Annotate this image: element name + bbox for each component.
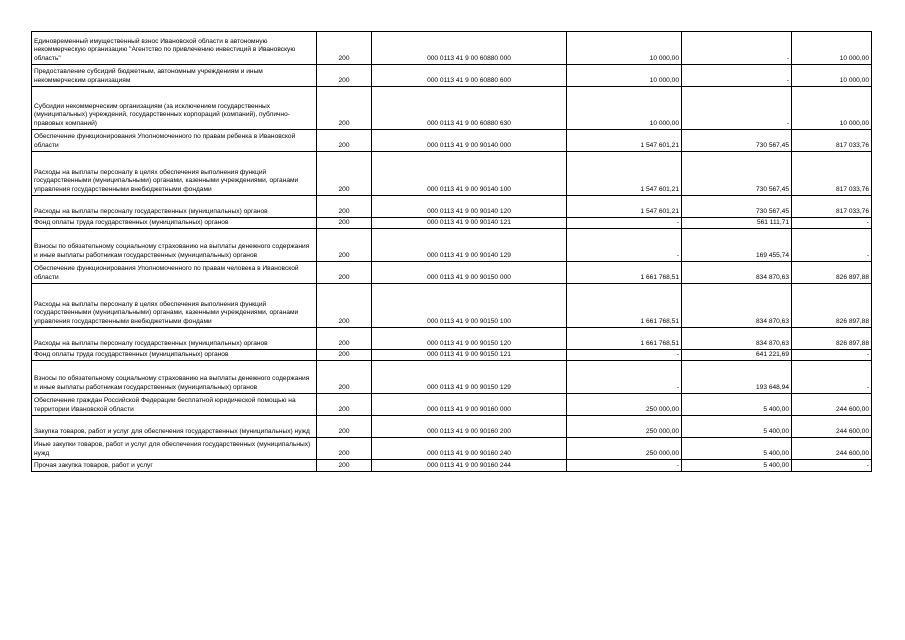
row-executed-amount: 5 400,00: [682, 416, 792, 438]
row-line-code: 200: [317, 460, 372, 472]
table-row: [32, 87, 872, 130]
row-line-code: 200: [317, 328, 372, 350]
row-remaining-amount: -: [792, 460, 872, 472]
table-row: [32, 65, 872, 87]
row-remaining-amount: 244 600,00: [792, 394, 872, 416]
row-approved-amount: 250 000,00: [567, 416, 682, 438]
table-row: [32, 32, 872, 65]
row-executed-amount: 561 111,71: [682, 218, 792, 229]
row-remaining-amount: -: [792, 361, 872, 394]
row-remaining-amount: 826 897,88: [792, 262, 872, 284]
row-line-code: 200: [317, 152, 372, 196]
row-budget-code: 000 0113 41 9 00 90140 121: [372, 218, 567, 229]
row-remaining-amount: 10 000,00: [792, 32, 872, 65]
row-executed-amount: -: [682, 32, 792, 65]
row-budget-code: 000 0113 41 9 00 90140 000: [372, 130, 567, 152]
row-remaining-amount: 817 033,76: [792, 130, 872, 152]
row-name: Расходы на выплаты персоналу в целях обеспечения выполнения функций государственными (муниципальными) органами, казенными учреждениями, органами управления государственными внебюджетными фондами: [32, 152, 317, 196]
row-approved-amount: 250 000,00: [567, 394, 682, 416]
row-executed-amount: 641 221,69: [682, 350, 792, 361]
table-row: [32, 218, 872, 229]
row-name: Прочая закупка товаров, работ и услуг: [32, 460, 317, 472]
table-row: [32, 284, 872, 328]
row-budget-code: 000 0113 41 9 00 60880 000: [372, 32, 567, 65]
row-approved-amount: 1 661 768,51: [567, 262, 682, 284]
row-name: Обеспечение функционирования Уполномоченного по правам человека в Ивановской области: [32, 262, 317, 284]
row-budget-code: 000 0113 41 9 00 90150 000: [372, 262, 567, 284]
row-executed-amount: 730 567,45: [682, 196, 792, 218]
table-row: [32, 416, 872, 438]
row-name: Расходы на выплаты персоналу государственных (муниципальных) органов: [32, 196, 317, 218]
row-name: Предоставление субсидий бюджетным, автономным учреждениям и иным некоммерческим организациям: [32, 65, 317, 87]
table-row: [32, 328, 872, 350]
row-line-code: 200: [317, 416, 372, 438]
row-approved-amount: -: [567, 460, 682, 472]
row-name: Взносы по обязательному социальному страхованию на выплаты денежного содержания и иные выплаты работникам государственных (муниципальных) органов: [32, 229, 317, 262]
row-executed-amount: 5 400,00: [682, 438, 792, 460]
row-name: Иные закупки товаров, работ и услуг для обеспечения государственных (муниципальных) нужд: [32, 438, 317, 460]
table-row: [32, 438, 872, 460]
row-line-code: 200: [317, 438, 372, 460]
row-budget-code: 000 0113 41 9 00 90150 121: [372, 350, 567, 361]
row-budget-code: 000 0113 41 9 00 60880 630: [372, 87, 567, 130]
row-name: Фонд оплаты труда государственных (муниципальных) органов: [32, 218, 317, 229]
row-budget-code: 000 0113 41 9 00 90140 100: [372, 152, 567, 196]
table-row: [32, 394, 872, 416]
row-approved-amount: -: [567, 218, 682, 229]
row-executed-amount: 834 870,63: [682, 262, 792, 284]
row-budget-code: 000 0113 41 9 00 90150 129: [372, 361, 567, 394]
row-approved-amount: -: [567, 350, 682, 361]
table-row: [32, 152, 872, 196]
row-remaining-amount: 244 600,00: [792, 438, 872, 460]
row-executed-amount: 5 400,00: [682, 460, 792, 472]
row-budget-code: 000 0113 41 9 00 60880 600: [372, 65, 567, 87]
row-approved-amount: 250 000,00: [567, 438, 682, 460]
table-row: [32, 229, 872, 262]
table-row: [32, 460, 872, 472]
row-name: Расходы на выплаты персоналу в целях обеспечения выполнения функций государственными (муниципальными) органами, казенными учреждениями, органами управления государственными внебюджетными фондами: [32, 284, 317, 328]
table-row: [32, 262, 872, 284]
row-line-code: 200: [317, 218, 372, 229]
row-line-code: 200: [317, 196, 372, 218]
row-budget-code: 000 0113 41 9 00 90160 240: [372, 438, 567, 460]
row-executed-amount: 834 870,63: [682, 284, 792, 328]
row-remaining-amount: -: [792, 218, 872, 229]
row-remaining-amount: 244 600,00: [792, 416, 872, 438]
table-row: [32, 130, 872, 152]
row-executed-amount: 834 870,63: [682, 328, 792, 350]
row-remaining-amount: -: [792, 350, 872, 361]
row-approved-amount: -: [567, 361, 682, 394]
row-executed-amount: -: [682, 65, 792, 87]
row-executed-amount: -: [682, 87, 792, 130]
row-remaining-amount: 817 033,76: [792, 196, 872, 218]
row-approved-amount: 1 547 601,21: [567, 196, 682, 218]
row-remaining-amount: 826 897,88: [792, 284, 872, 328]
row-name: Единовременный имущественный взнос Ивановской области в автономную некоммерческую организацию "Агентство по привлечению инвестиций в Ивановскую область": [32, 32, 317, 65]
row-budget-code: 000 0113 41 9 00 90160 200: [372, 416, 567, 438]
row-name: Взносы по обязательному социальному страхованию на выплаты денежного содержания и иные выплаты работникам государственных (муниципальных) органов: [32, 361, 317, 394]
row-executed-amount: 169 455,74: [682, 229, 792, 262]
row-line-code: 200: [317, 361, 372, 394]
table-row: [32, 196, 872, 218]
row-executed-amount: 193 648,94: [682, 361, 792, 394]
row-approved-amount: -: [567, 229, 682, 262]
row-remaining-amount: 826 897,88: [792, 328, 872, 350]
row-remaining-amount: -: [792, 229, 872, 262]
table-row: [32, 350, 872, 361]
row-line-code: 200: [317, 65, 372, 87]
row-remaining-amount: 10 000,00: [792, 87, 872, 130]
table-body: [32, 32, 872, 472]
row-name: Расходы на выплаты персоналу государственных (муниципальных) органов: [32, 328, 317, 350]
table-row: [32, 361, 872, 394]
row-budget-code: 000 0113 41 9 00 90160 244: [372, 460, 567, 472]
row-executed-amount: 730 567,45: [682, 130, 792, 152]
row-budget-code: 000 0113 41 9 00 90150 120: [372, 328, 567, 350]
budget-expenditure-table: [31, 31, 872, 472]
row-approved-amount: 1 547 601,21: [567, 130, 682, 152]
row-approved-amount: 1 661 768,51: [567, 284, 682, 328]
row-approved-amount: 1 547 601,21: [567, 152, 682, 196]
row-budget-code: 000 0113 41 9 00 90140 129: [372, 229, 567, 262]
row-name: Обеспечение граждан Российской Федерации бесплатной юридической помощью на территории Ивановской области: [32, 394, 317, 416]
row-budget-code: 000 0113 41 9 00 90140 120: [372, 196, 567, 218]
row-name: Фонд оплаты труда государственных (муниципальных) органов: [32, 350, 317, 361]
row-line-code: 200: [317, 32, 372, 65]
row-line-code: 200: [317, 284, 372, 328]
row-line-code: 200: [317, 130, 372, 152]
row-approved-amount: 1 661 768,51: [567, 328, 682, 350]
row-budget-code: 000 0113 41 9 00 90160 000: [372, 394, 567, 416]
row-line-code: 200: [317, 229, 372, 262]
row-remaining-amount: 817 033,76: [792, 152, 872, 196]
row-line-code: 200: [317, 394, 372, 416]
row-approved-amount: 10 000,00: [567, 32, 682, 65]
row-approved-amount: 10 000,00: [567, 87, 682, 130]
row-remaining-amount: 10 000,00: [792, 65, 872, 87]
row-executed-amount: 730 567,45: [682, 152, 792, 196]
row-name: Закупка товаров, работ и услуг для обеспечения государственных (муниципальных) нужд: [32, 416, 317, 438]
row-line-code: 200: [317, 350, 372, 361]
row-line-code: 200: [317, 87, 372, 130]
row-name: Субсидии некоммерческим организациям (за исключением государственных (муниципальных) учреждений, государственных корпораций (компаний), публично-правовых компаний): [32, 87, 317, 130]
row-line-code: 200: [317, 262, 372, 284]
row-executed-amount: 5 400,00: [682, 394, 792, 416]
row-budget-code: 000 0113 41 9 00 90150 100: [372, 284, 567, 328]
row-approved-amount: 10 000,00: [567, 65, 682, 87]
row-name: Обеспечение функционирования Уполномоченного по правам ребенка в Ивановской области: [32, 130, 317, 152]
